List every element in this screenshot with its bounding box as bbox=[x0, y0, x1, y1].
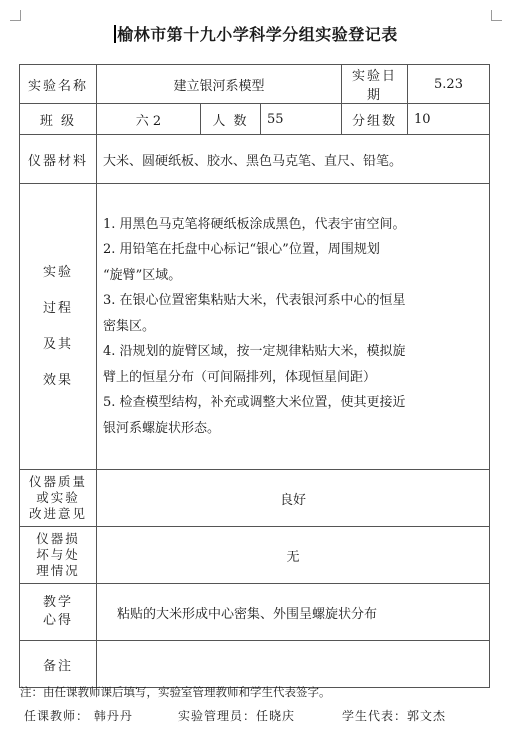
page-corner-mark-right bbox=[491, 10, 502, 21]
quality-label-line: 改进意见 bbox=[28, 506, 87, 521]
step-line: 臂上的恒星分布（可间隔排列，体现恒星间距） bbox=[103, 369, 377, 385]
groups-field[interactable]: 10 bbox=[408, 104, 490, 135]
student-rep-signature: 学生代表：郭文杰 bbox=[342, 709, 447, 723]
date-label: 实验日期 bbox=[342, 65, 408, 104]
damage-label-line: 理情况 bbox=[36, 563, 80, 578]
footer-note: 注：由任课教师课后填写，实验室管理教师和学生代表签字。 bbox=[20, 685, 331, 699]
text-cursor bbox=[114, 25, 116, 43]
date-field[interactable]: 5.23 bbox=[408, 65, 490, 104]
count-label: 人 数 bbox=[201, 104, 261, 135]
count-field[interactable]: 55 bbox=[261, 104, 342, 135]
lab-manager-signature: 实验管理员：任晓庆 bbox=[178, 709, 296, 723]
process-label-line: 及其 bbox=[42, 336, 73, 352]
step-line: 5. 检查模型结构，补充或调整大米位置，使其更接近 bbox=[103, 395, 406, 411]
row-class bbox=[20, 104, 490, 135]
step-line: 4. 沿规划的旋臂区域，按一定规律粘贴大米，模拟旋 bbox=[103, 344, 406, 360]
quality-label-line: 仪器质量 bbox=[28, 474, 87, 489]
damage-label bbox=[20, 527, 97, 584]
class-field[interactable]: 六 2 bbox=[97, 104, 201, 135]
teaching-field[interactable]: 粘贴的大米形成中心密集、外围呈螺旋状分布 bbox=[97, 584, 490, 641]
step-line: 2. 用铅笔在托盘中心标记“银心”位置，周围规划 bbox=[103, 242, 380, 258]
page-corner-mark-left bbox=[10, 10, 21, 21]
remarks-field[interactable] bbox=[97, 641, 490, 688]
process-label-line: 实验 bbox=[42, 264, 73, 280]
step-line: “旋臂”区域。 bbox=[103, 267, 182, 283]
row-process bbox=[20, 184, 490, 470]
row-remarks bbox=[20, 641, 490, 688]
teacher-signature: 任课教师： 韩丹丹 bbox=[24, 709, 133, 723]
row-quality bbox=[20, 470, 490, 527]
step-line: 银河系螺旋状形态。 bbox=[103, 420, 221, 436]
step-line: 1. 用黑色马克笔将硬纸板涂成黑色，代表宇宙空间。 bbox=[103, 216, 406, 232]
page-title bbox=[0, 22, 512, 45]
damage-field[interactable]: 无 bbox=[97, 527, 490, 584]
damage-label-line: 坏与处 bbox=[36, 547, 80, 562]
quality-label bbox=[20, 470, 97, 527]
process-label-line: 过程 bbox=[42, 300, 73, 316]
step-line: 3. 在银心位置密集粘贴大米，代表银河系中心的恒星 bbox=[103, 293, 406, 309]
teaching-label-line: 心得 bbox=[42, 613, 73, 628]
process-label-line: 效果 bbox=[42, 372, 73, 388]
experiment-name-field[interactable]: 建立银河系模型 bbox=[97, 65, 342, 104]
remarks-label: 备注 bbox=[20, 641, 97, 688]
process-label bbox=[20, 184, 97, 470]
class-label: 班 级 bbox=[20, 104, 97, 135]
row-materials bbox=[20, 135, 490, 184]
damage-label-line: 仪器损 bbox=[36, 531, 80, 546]
step-line: 密集区。 bbox=[103, 318, 156, 334]
row-damage bbox=[20, 527, 490, 584]
groups-label: 分组数 bbox=[342, 104, 408, 135]
page-title-text: 榆林市第十九小学科学分组实验登记表 bbox=[117, 25, 398, 44]
row-teaching bbox=[20, 584, 490, 641]
teaching-label-line: 教学 bbox=[42, 595, 73, 610]
materials-field[interactable]: 大米、圆硬纸板、胶水、黑色马克笔、直尺、铅笔。 bbox=[97, 135, 490, 184]
registration-form-table bbox=[19, 64, 490, 688]
row-experiment-name bbox=[20, 65, 490, 104]
teaching-label bbox=[20, 584, 97, 641]
quality-field[interactable]: 良好 bbox=[97, 470, 490, 527]
process-steps-field[interactable] bbox=[97, 184, 490, 470]
materials-label: 仪器材料 bbox=[20, 135, 97, 184]
quality-label-line: 或实验 bbox=[36, 490, 80, 505]
experiment-name-label: 实验名称 bbox=[20, 65, 97, 104]
